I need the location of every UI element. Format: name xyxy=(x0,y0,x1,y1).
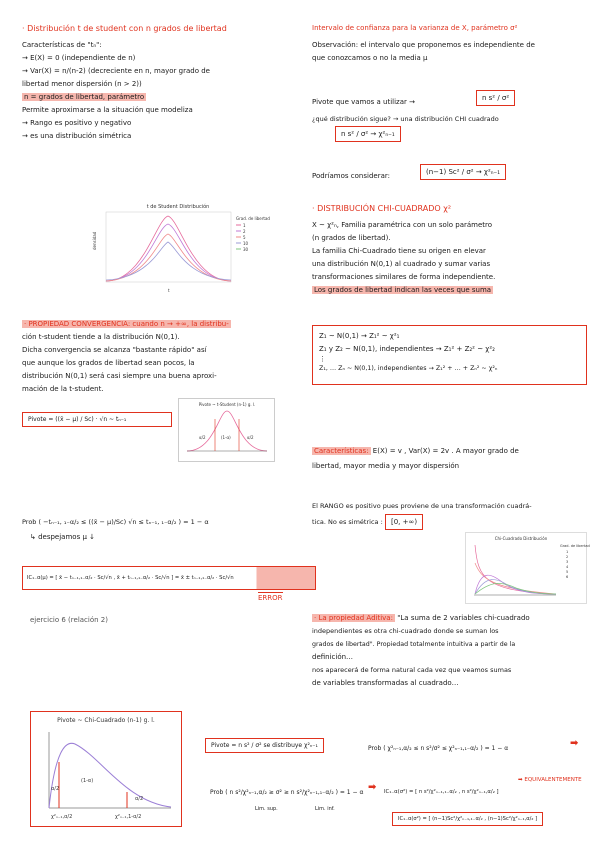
obs-line: que conozcamos o no la media μ xyxy=(312,54,428,62)
plot3-label: χ²ₙ₋₁,α/2 xyxy=(51,814,73,820)
plot2-label: α/2 xyxy=(199,435,206,440)
convergence-line: distribución N(0,1) será casi siempre una buena aproxi- xyxy=(22,372,217,380)
error-label: ERROR xyxy=(258,594,283,602)
plot2-title: Pivote ~ t-Student (n-1) g. l. xyxy=(198,402,256,407)
arrow-right-icon: ➡ xyxy=(518,777,523,783)
pivote-line: Pivote que vamos a utilizar → xyxy=(312,98,415,106)
left-column xyxy=(22,22,307,143)
plot4-legend: 2 xyxy=(566,555,569,559)
plot1-legend: 5 xyxy=(243,235,246,240)
podriamos-label: Podríamos considerar: xyxy=(312,172,390,180)
plot1-legend: 30 xyxy=(243,247,249,252)
rango-box: [0, +∞) xyxy=(385,514,423,530)
chi-text: (n grados de libertad). xyxy=(312,234,391,242)
t-student-title: · Distribución t de student con n grados de libertad xyxy=(22,24,227,33)
char-item: → es una distribución simétrica xyxy=(22,132,132,140)
aditiva-line: grados de libertad". Propiedad totalmente intuitiva a partir de la xyxy=(312,641,516,648)
plot1-legend: 2 xyxy=(243,229,246,234)
plot1-ylabel: densidad xyxy=(92,231,97,250)
aditiva-line: definición… xyxy=(312,653,354,661)
char-item: Permite aproximarse a la situación que modeliza xyxy=(22,106,193,114)
rango-line2: tica. No es simétrica : xyxy=(312,518,383,526)
t-student-plot xyxy=(88,200,273,295)
chi-text-highlight: Los grados de libertad indican las veces que suma xyxy=(314,286,492,294)
chi-text: La familia Chi-Cuadrado tiene su origen en elevar xyxy=(312,247,486,255)
exercise-ref: ejercicio 6 (relación 2) xyxy=(30,616,108,624)
chi-section xyxy=(312,202,592,297)
plot4-legend: 4 xyxy=(566,565,569,569)
aditiva-line: de variables transformadas al cuadrado… xyxy=(312,679,459,687)
caract-text2: libertad, mayor media y mayor dispersión xyxy=(312,462,460,470)
plot3-label: χ²ₙ₋₁,1-α/2 xyxy=(115,814,142,820)
despejamos-line: ↳ despejamos μ ↓ xyxy=(30,533,95,541)
sum-line: ⋮ xyxy=(319,355,326,363)
char-item: → Rango es positivo y negativo xyxy=(22,119,132,127)
convergence-line: mación de la t-student. xyxy=(22,385,104,393)
caract-line xyxy=(312,445,519,458)
convergence-block xyxy=(22,318,312,396)
char-item: → Var(X) = n/(n-2) (decreciente en n, mayor grado de xyxy=(22,67,210,75)
pivot-t-box: Pivote = ((x̄ − μ) / Sc) · √n ~ tₙ₋₁ xyxy=(22,412,172,427)
convergence-line: · PROPIEDAD CONVERGENCIA: cuando n → +∞, la distribu- xyxy=(24,320,229,328)
plot2-label: (1-α) xyxy=(221,435,231,440)
aditiva-title: · La propiedad Aditiva: xyxy=(314,614,393,622)
rango-line2-row xyxy=(312,516,423,529)
pivote-chi-box: Pivote = n s² / σ² se distribuye χ²ₙ₋₁ xyxy=(205,738,324,753)
chi-line-box: n s² / σ² → χ²ₙ₋₁ xyxy=(335,126,401,142)
ic-var-line: IC₁₋α(σ²) = [ n s²/χ²ₙ₋₁,₁₋α/₂ , n s²/χ²ₙ₋₁,α/₂ ] xyxy=(384,789,499,795)
sums-box xyxy=(312,325,587,385)
prob1-line: Prob ( χ²ₙ₋₁,α/₂ ≤ n s²/σ² ≤ χ²ₙ₋₁,₁₋α/₂ ) = 1 − α xyxy=(368,745,509,752)
caract-text: E(X) = v , Var(X) = 2v . A mayor grado de xyxy=(372,447,519,455)
plot3-label: α/2 xyxy=(51,786,60,792)
prob2-line: Prob ( n s²/χ²ₙ₋₁,α/₂ ≥ σ² ≥ n s²/χ²ₙ₋₁,₁₋α/₂ ) = 1 − α xyxy=(210,789,364,796)
plot4-legend: 5 xyxy=(566,570,569,574)
char-label: Características de "tₙ": xyxy=(22,41,102,49)
plot4-legend-title: Grad. de libertad xyxy=(560,544,590,548)
variance-ic-title: Intervalo de confianza para la varianza de X, parámetro σ² xyxy=(312,24,518,32)
plot3-title: Pivote ~ Chi-Cuadrado (n-1) g. l. xyxy=(57,717,155,724)
pivot-chi-plot xyxy=(30,711,182,827)
aditiva-line: "La suma de 2 variables chi-cuadrado xyxy=(397,614,530,622)
rango-line: El RANGO es positivo pues proviene de una transformación cuadrá- xyxy=(312,502,532,510)
equiv-text: EQUIVALENTEMENTE xyxy=(524,777,582,783)
pivot-t-plot xyxy=(178,398,275,462)
lim-sup-label: Lim. sup. xyxy=(255,806,278,812)
char-item: libertad menor dispersión (n > 2)) xyxy=(22,80,142,88)
equiv-label xyxy=(518,774,582,787)
plot4-title: Chi-Cuadrado Distribución xyxy=(494,536,548,541)
plot4-legend: 6 xyxy=(566,575,569,579)
convergence-line: ción t-student tiende a la distribución N(0,1). xyxy=(22,333,180,341)
aditiva-line: nos aparecerá de forma natural cada vez que veamos sumas xyxy=(312,666,512,674)
convergence-line: Dicha convergencia se alcanza "bastante rápido" así xyxy=(22,346,207,354)
plot1-legend: 10 xyxy=(243,241,249,246)
plot3-label: α/2 xyxy=(135,796,144,802)
plot1-xlabel: t xyxy=(168,288,170,293)
que-dist-line: ¿qué distribución sigue? → una distribución CHI cuadrado xyxy=(312,115,499,123)
arrow-right-icon: ➡ xyxy=(570,738,579,749)
chi-text: transformaciones similares de forma independiente. xyxy=(312,273,496,281)
obs-line: Observación: el intervalo que proponemos es independiente de xyxy=(312,41,535,49)
plot1-legend-title: Grad. de libertad xyxy=(236,216,270,221)
ic-mean-formula: IC₁₋α(μ) = [ x̄ − tₙ₋₁,₁₋α/₂ · Sc/√n , x̄ + tₙ₋₁,₁₋α/₂ · Sc/√n ] = x̄ ± tₙ₋₁,₁₋α/₂ · Sc/√n xyxy=(27,575,234,581)
plot1-legend: 1 xyxy=(243,223,246,228)
right-column xyxy=(312,22,592,65)
chi-line xyxy=(335,128,401,141)
arrow-right-icon: ➡ xyxy=(368,782,377,793)
chi-text: una distribución N(0,1) al cuadrado y sumar varias xyxy=(312,260,491,268)
param-highlight: n = grados de libertad, parámetro xyxy=(24,93,145,101)
plot3-label: (1-α) xyxy=(81,778,94,784)
aditiva-line: independientes es otra chi-cuadrado donde se suman los xyxy=(312,627,499,635)
lim-inf-label: Lim. inf. xyxy=(315,806,335,812)
plot2-label: α/2 xyxy=(247,435,254,440)
caract-label: Características: xyxy=(314,447,369,455)
ic-mean-box xyxy=(22,566,316,590)
ic-var2-box: IC₁₋α(σ²) = [ (n−1)Sc²/χ²ₙ₋₁,₁₋α/₂ , (n−1)Sc²/χ²ₙ₋₁,α/₂ ] xyxy=(392,812,543,826)
podriamos-box: (n−1) Sc² / σ² → χ²ₙ₋₁ xyxy=(420,164,506,180)
plot4-legend: 3 xyxy=(566,560,569,564)
aditiva-block xyxy=(312,612,597,690)
chi-text: X ~ χ²ₙ, Familia paramétrica con un solo parámetro xyxy=(312,221,493,229)
chi-title: · DISTRIBUCIÓN CHI-CUADRADO χ² xyxy=(312,204,452,213)
sum-line: Z₁, … Zₙ ~ N(0,1), independientes → Z₁² + … + Zₙ² ~ χ²ₙ xyxy=(319,365,498,372)
prob-t-line: Prob ( −tₙ₋₁, ₁₋α/₂ ≤ ((x̄ − μ)/Sc) √n ≤ tₙ₋₁, ₁₋α/₂ ) = 1 − α xyxy=(22,518,209,526)
plot1-title: t de Student Distribución xyxy=(146,204,210,210)
pivote-expr-box: n s² / σ² xyxy=(476,90,515,106)
sum-line: Z₁ ~ N(0,1) → Z₁² ~ χ²₁ xyxy=(319,332,400,340)
plot4-legend: 1 xyxy=(566,550,569,554)
convergence-line: que aunque los grados de libertad sean pocos, la xyxy=(22,359,195,367)
char-item: → E(X) = 0 (independiente de n) xyxy=(22,54,136,62)
chi-family-plot xyxy=(465,532,590,604)
sum-line: Z₁ y Z₂ ~ N(0,1), independientes → Z₁² + Z₂² ~ χ²₂ xyxy=(319,345,495,353)
